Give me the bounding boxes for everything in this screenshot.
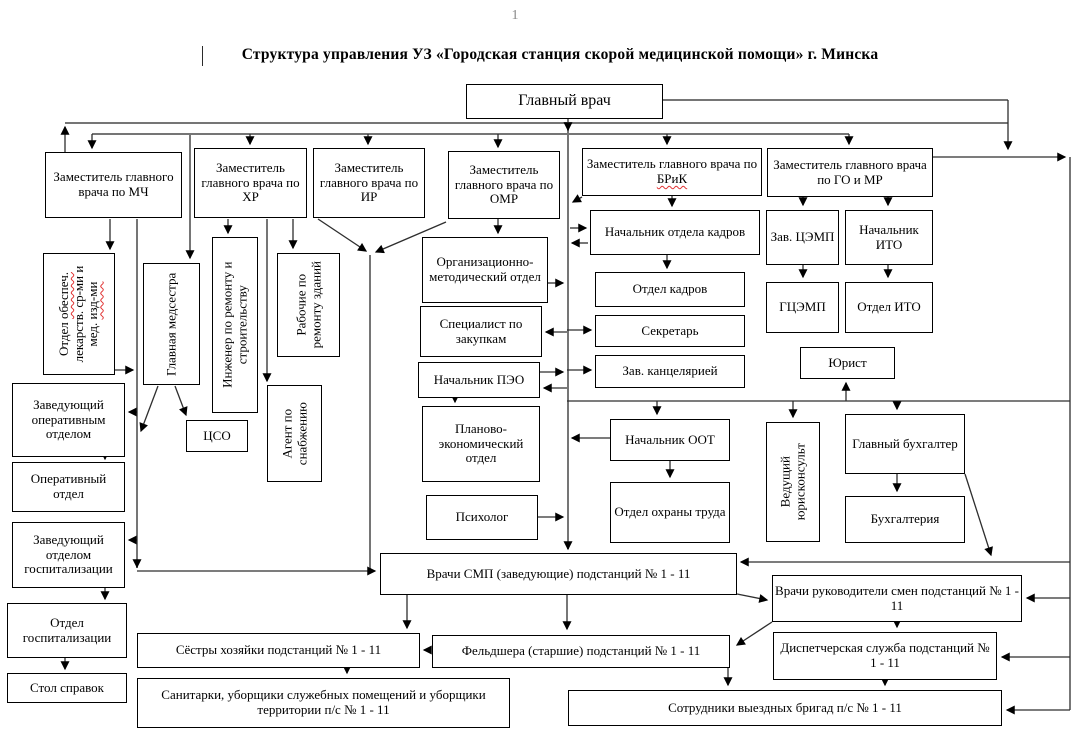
node-vrachi-smp-podstantsiy: Врачи СМП (заведующие) подстанций № 1 - 11 bbox=[380, 553, 737, 595]
node-otdel-gospitalizatsii: Отдел госпитализации bbox=[7, 603, 127, 658]
diagram-title: Структура управления УЗ «Городская станция скорой медицинской помощи» г. Минска bbox=[241, 46, 879, 63]
node-otdel-obespecheniya-lekarstv: Отдел обеспеч. лекарств. ср-ми и мед. изд-ми bbox=[43, 253, 115, 375]
node-nachalnik-otdela-kadrov: Начальник отдела кадров bbox=[590, 210, 760, 255]
node-feldshera-starshie: Фельдшера (старшие) подстанций № 1 - 11 bbox=[432, 635, 730, 668]
node-otdel-kadrov: Отдел кадров bbox=[595, 272, 745, 307]
node-operativnyy-otdel: Оперативный отдел bbox=[12, 462, 125, 512]
node-vrachi-rukovoditeli-smen: Врачи руководители смен подстанций № 1 - 11 bbox=[772, 575, 1022, 622]
node-sestry-khozyayki: Сёстры хозяйки подстанций № 1 - 11 bbox=[137, 633, 420, 668]
misspelled-word: изд-ми bbox=[85, 281, 101, 320]
node-zam-glavvracha-khr: Заместитель главного врача по ХР bbox=[194, 148, 307, 218]
node-nachalnik-oot: Начальник ООТ bbox=[610, 419, 730, 461]
node-nachalnik-peo: Начальник ПЭО bbox=[418, 362, 540, 398]
node-zam-glavvracha-brik: Заместитель главного врача по БРиК bbox=[582, 148, 762, 196]
node-rabochie-po-remontu: Рабочие по ремонту зданий bbox=[277, 253, 340, 357]
node-zav-otdelom-gospitalizatsii: Заведующий отделом госпитализации bbox=[12, 522, 125, 588]
node-dispetcherskaya-sluzhba: Диспетчерская служба подстанций № 1 - 11 bbox=[773, 632, 997, 680]
node-gtsemp: ГЦЭМП bbox=[766, 282, 839, 333]
node-planovo-ekonomicheskiy-otdel: Планово-экономический отдел bbox=[422, 406, 540, 482]
node-zav-kantselyariey: Зав. канцелярией bbox=[595, 355, 745, 388]
node-zam-glavvracha-ir: Заместитель главного врача по ИР bbox=[313, 148, 425, 218]
node-otdel-ito: Отдел ИТО bbox=[845, 282, 933, 333]
page-number: 1 bbox=[511, 8, 519, 23]
misspelled-word: обеспеч. bbox=[55, 271, 71, 319]
node-bukhgalteriya: Бухгалтерия bbox=[845, 496, 965, 543]
node-zam-glavvracha-go-mr: Заместитель главного врача по ГО и МР bbox=[767, 148, 933, 197]
node-glavnaya-medsestra: Главная медсестра bbox=[143, 263, 200, 385]
node-spetsialist-po-zakupkam: Специалист по закупкам bbox=[420, 306, 542, 357]
node-zam-glavvracha-mch: Заместитель главного врача по МЧ bbox=[45, 152, 182, 218]
node-glavnyy-vrach: Главный врач bbox=[466, 84, 663, 119]
node-vedushchiy-yuriskonsult: Ведущий юрисконсульт bbox=[766, 422, 820, 542]
node-glavnyy-bukhgalter: Главный бухгалтер bbox=[845, 414, 965, 474]
node-org-metod-otdel: Организационно-методический отдел bbox=[422, 237, 548, 303]
node-zam-glavvracha-omr: Заместитель главного врача по ОМР bbox=[448, 151, 560, 219]
node-inzhener-po-remontu: Инженер по ремонту и строительству bbox=[212, 237, 258, 413]
node-sotrudniki-vyezdnykh-brigad: Сотрудники выездных бригад п/с № 1 - 11 bbox=[568, 690, 1002, 726]
node-zav-tsemp: Зав. ЦЭМП bbox=[766, 210, 839, 265]
node-agent-po-snabzheniyu: Агент по снабжению bbox=[267, 385, 322, 482]
node-nachalnik-ito: Начальник ИТО bbox=[845, 210, 933, 265]
misspelled-word: БРиК bbox=[656, 171, 688, 186]
node-otdel-okhrany-truda: Отдел охраны труда bbox=[610, 482, 730, 543]
node-sanitarki-uborshchiki: Санитарки, уборщики служебных помещений и уборщики территории п/с № 1 - 11 bbox=[137, 678, 510, 728]
node-sekretar: Секретарь bbox=[595, 315, 745, 347]
node-yurist: Юрист bbox=[800, 347, 895, 379]
node-stol-spravok: Стол справок bbox=[7, 673, 127, 703]
node-psikholog: Психолог bbox=[426, 495, 538, 540]
node-tso: ЦСО bbox=[186, 420, 248, 452]
node-zav-operativnym-otdelom: Заведующий оперативным отделом bbox=[12, 383, 125, 457]
